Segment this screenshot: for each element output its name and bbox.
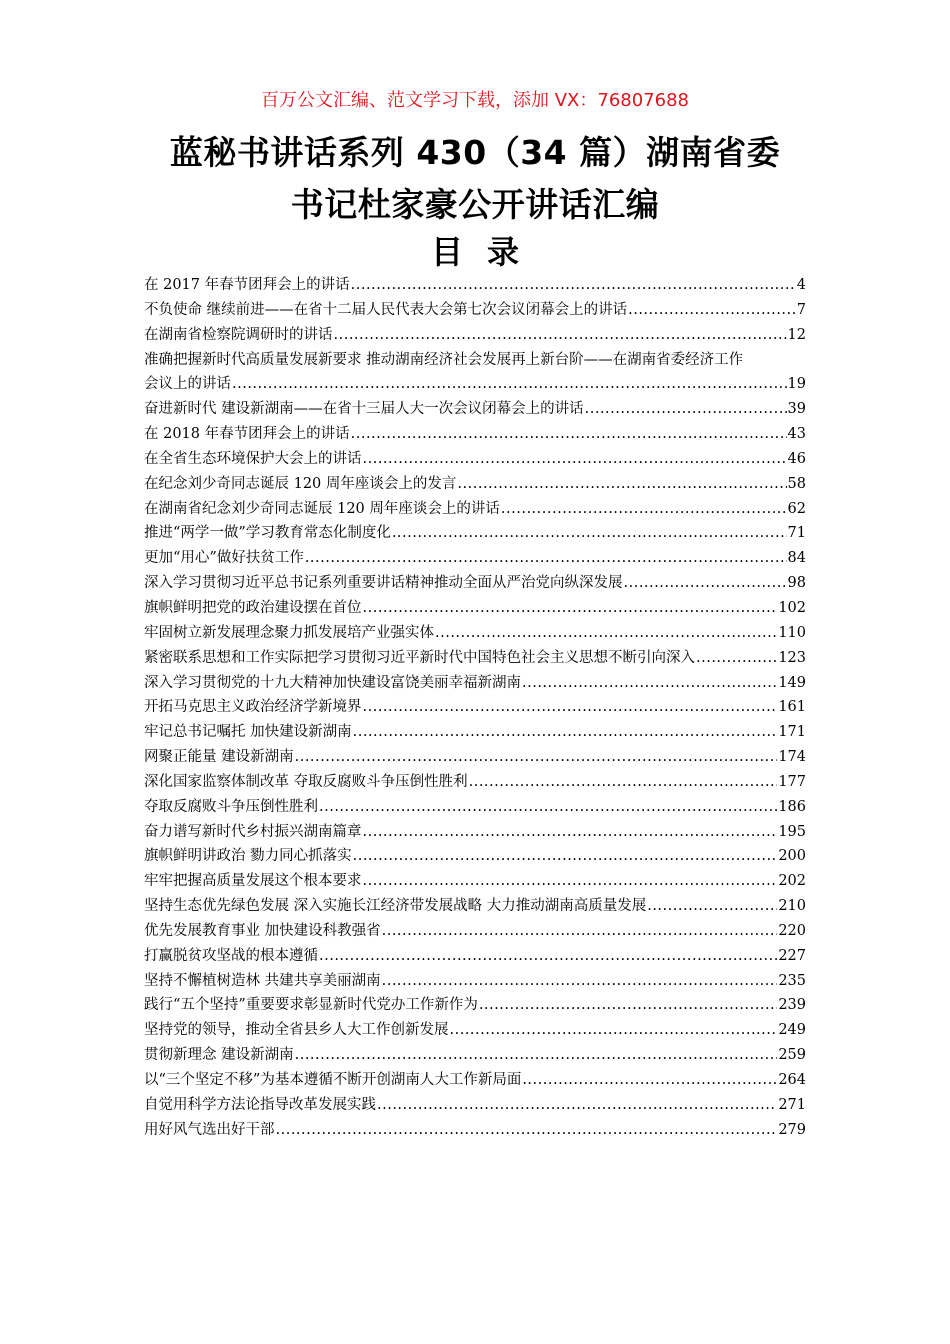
toc-entry-title: 打赢脱贫攻坚战的根本遵循 [144, 947, 318, 964]
toc-entry-title: 坚持党的领导，推动全省县乡人大工作创新发展 [144, 1022, 449, 1039]
toc-page-number: 58 [787, 475, 806, 492]
toc-entry-title: 优先发展教育事业 加快建设科教强省 [144, 922, 381, 939]
toc-dot-leader [469, 770, 778, 795]
toc-page-number: 62 [787, 500, 806, 517]
toc-entry[interactable] [144, 621, 806, 646]
toc-dot-leader [363, 447, 787, 472]
toc-entry[interactable] [144, 770, 806, 795]
toc-entry[interactable] [144, 671, 806, 696]
toc-page-number: 177 [778, 773, 806, 790]
toc-dot-leader [276, 1118, 778, 1143]
toc-page-number: 227 [778, 947, 806, 964]
toc-page-number: 235 [778, 972, 806, 989]
toc-page-number: 110 [778, 624, 806, 641]
toc-entry[interactable] [144, 919, 806, 944]
toc-entry-title: 旗帜鲜明把党的政治建设摆在首位 [144, 599, 362, 616]
toc-entry-title: 深入学习贯彻党的十九大精神加快建设富饶美丽幸福新湖南 [144, 674, 521, 691]
toc-dot-leader [232, 372, 787, 397]
toc-dot-leader [351, 422, 787, 447]
toc-page-number: 39 [787, 401, 806, 418]
toc-entry[interactable] [144, 720, 806, 745]
toc-entry-title: 以“三个坚定不移”为基本遵循不断开创湖南人大工作新局面 [144, 1072, 522, 1088]
toc-entry-title: 贯彻新理念 建设新湖南 [144, 1047, 294, 1064]
toc-entry[interactable] [144, 596, 806, 621]
toc-entry-title: 牢记总书记嘱托 加快建设新湖南 [144, 724, 352, 741]
toc-dot-leader [624, 571, 787, 596]
toc-dot-leader [696, 646, 777, 671]
toc-dot-leader [647, 894, 777, 919]
toc-dot-leader [382, 969, 778, 994]
toc-entry[interactable] [144, 422, 806, 447]
toc-entry[interactable] [144, 472, 806, 497]
toc-dot-leader [363, 869, 778, 894]
toc-page-number: 19 [787, 376, 806, 393]
promo-banner: 百万公文汇编、范文学习下载，添加 VX：76807688 [261, 90, 689, 111]
toc-dot-leader [363, 695, 778, 720]
toc-entry[interactable] [144, 1093, 806, 1118]
toc-heading: 目录 [430, 233, 543, 271]
toc-entry[interactable] [144, 447, 806, 472]
toc-entry[interactable] [144, 1118, 806, 1143]
toc-entry-title: 深入学习贯彻习近平总书记系列重要讲话精神推动全面从严治党向纵深发展 [144, 575, 623, 592]
toc-page-number: 98 [787, 575, 806, 592]
toc-dot-leader [295, 745, 778, 770]
toc-entry[interactable] [144, 646, 806, 671]
toc-entry-title: 旗帜鲜明讲政治 勠力同心抓落实 [144, 848, 352, 865]
toc-entry[interactable] [144, 571, 806, 596]
toc-page-number: 210 [778, 898, 806, 915]
document-title-line-1: 蓝秘书讲话系列 430（34 篇）湖南省委 [169, 133, 781, 172]
toc-page-number: 271 [778, 1096, 806, 1113]
toc-entry[interactable] [144, 298, 806, 323]
toc-page-number: 239 [778, 997, 806, 1014]
toc-entry[interactable] [144, 695, 806, 720]
toc-entry-title: 践行“五个坚持”重要要求彰显新时代党办工作新作为 [144, 997, 478, 1014]
toc-entry-title: 更加“用心”做好扶贫工作 [144, 550, 304, 567]
toc-dot-leader [319, 944, 777, 969]
toc-dot-leader [522, 671, 777, 696]
toc-entry[interactable] [144, 497, 806, 522]
toc-page-number: 84 [787, 550, 806, 567]
toc-entry[interactable] [144, 1068, 806, 1093]
toc-dot-leader [501, 497, 787, 522]
toc-page-number: 71 [787, 525, 806, 542]
toc-entry-title: 紧密联系思想和工作实际把学习贯彻习近平新时代中国特色社会主义思想不断引向深入 [144, 649, 695, 666]
toc-page-number: 161 [778, 699, 806, 716]
toc-entry[interactable] [144, 348, 806, 398]
toc-page-number: 171 [778, 724, 806, 741]
toc-page-number: 102 [778, 599, 806, 616]
toc-entry-title: 深化国家监察体制改革 夺取反腐败斗争压倒性胜利 [144, 773, 468, 790]
toc-entry-title: 推进“两学一做”学习教育常态化制度化 [144, 525, 391, 542]
toc-entry[interactable] [144, 1018, 806, 1043]
toc-entry-title: 自觉用科学方法论指导改革发展实践 [144, 1096, 376, 1113]
toc-entry[interactable] [144, 273, 806, 298]
toc-entry[interactable] [144, 521, 806, 546]
toc-dot-leader [334, 323, 787, 348]
toc-entry-title: 牢固树立新发展理念聚力抓发展培产业强实体 [144, 624, 434, 641]
toc-page-number: 174 [778, 749, 806, 766]
toc-dot-leader [353, 844, 778, 869]
toc-dot-leader [450, 1018, 778, 1043]
toc-page-number: 43 [787, 426, 806, 443]
toc-entry[interactable] [144, 323, 806, 348]
toc-page-number: 249 [778, 1022, 806, 1039]
toc-entry[interactable] [144, 546, 806, 571]
toc-dot-leader [377, 1093, 777, 1118]
toc-entry-title: 奋进新时代 建设新湖南——在省十三届人大一次会议闭幕会上的讲话 [144, 401, 584, 418]
toc-entry-title: 开拓马克思主义政治经济学新境界 [144, 699, 362, 716]
toc-page-number: 200 [778, 848, 806, 865]
toc-entry-title: 坚持不懈植树造林 共建共享美丽湖南 [144, 972, 381, 989]
toc-dot-leader [628, 298, 796, 323]
toc-entry[interactable] [144, 894, 806, 919]
toc-entry[interactable] [144, 820, 806, 845]
toc-entry-title-line-2: 会议上的讲话 [144, 376, 231, 393]
toc-dot-leader [457, 472, 786, 497]
toc-page-number: 220 [778, 922, 806, 939]
toc-entry-title: 在湖南省检察院调研时的讲话 [144, 326, 333, 343]
toc-entry-title: 在 2018 年春节团拜会上的讲话 [144, 426, 350, 443]
toc-entry-title: 在 2017 年春节团拜会上的讲话 [144, 277, 350, 293]
toc-entry-title: 夺取反腐败斗争压倒性胜利 [144, 798, 318, 815]
toc-entry-title: 用好风气选出好干部 [144, 1121, 275, 1138]
toc-entry-title: 在纪念刘少奇同志诞辰 120 周年座谈会上的发言 [144, 475, 457, 492]
toc-entry[interactable] [144, 993, 806, 1018]
toc-entry[interactable] [144, 745, 806, 770]
toc-page-number: 7 [796, 301, 806, 318]
toc-page-number: 46 [787, 450, 806, 467]
toc-page-number: 259 [778, 1047, 806, 1064]
toc-dot-leader [363, 596, 778, 621]
toc-page-number: 4 [796, 277, 806, 293]
toc-entry-title-line-1: 准确把握新时代高质量发展新要求 推动湖南经济社会发展再上新台阶——在湖南省委经济工作 [144, 351, 744, 368]
toc-page-number: 186 [778, 798, 806, 815]
toc-entry[interactable] [144, 944, 806, 969]
toc-entry-title: 奋力谱写新时代乡村振兴湖南篇章 [144, 823, 362, 840]
toc-dot-leader [382, 919, 778, 944]
toc-entry[interactable] [144, 869, 806, 894]
toc-page-number: 264 [778, 1072, 806, 1088]
toc-dot-leader [585, 397, 787, 422]
toc-page-number: 195 [778, 823, 806, 840]
toc-dot-leader [435, 621, 777, 646]
toc-page-number: 12 [787, 326, 806, 343]
toc-entry-title: 在湖南省纪念刘少奇同志诞辰 120 周年座谈会上的讲话 [144, 500, 500, 517]
toc-dot-leader [305, 546, 787, 571]
toc-dot-leader [295, 1043, 778, 1068]
toc-entry[interactable] [144, 1043, 806, 1068]
toc-entry[interactable] [144, 397, 806, 422]
table-of-contents [144, 273, 806, 1143]
toc-page-number: 279 [778, 1121, 806, 1138]
toc-dot-leader [353, 720, 778, 745]
toc-dot-leader [522, 1068, 777, 1093]
toc-dot-leader [319, 795, 777, 820]
toc-entry-title: 牢牢把握高质量发展这个根本要求 [144, 873, 362, 890]
toc-page-number: 149 [778, 674, 806, 691]
toc-entry-title: 网聚正能量 建设新湖南 [144, 749, 294, 766]
toc-entry-title: 在全省生态环境保护大会上的讲话 [144, 450, 362, 467]
toc-dot-leader [392, 521, 787, 546]
toc-entry[interactable] [144, 969, 806, 994]
toc-dot-leader [363, 820, 778, 845]
toc-entry-title: 不负使命 继续前进——在省十二届人民代表大会第七次会议闭幕会上的讲话 [144, 301, 628, 318]
toc-page-number: 123 [778, 649, 806, 666]
toc-entry[interactable] [144, 844, 806, 869]
document-title-line-2: 书记杜家豪公开讲话汇编 [290, 185, 660, 224]
toc-dot-leader [351, 273, 796, 298]
toc-dot-leader [479, 993, 777, 1018]
toc-entry[interactable] [144, 795, 806, 820]
toc-page-number: 202 [778, 873, 806, 890]
toc-entry-title: 坚持生态优先绿色发展 深入实施长江经济带发展战略 大力推动湖南高质量发展 [144, 898, 647, 915]
